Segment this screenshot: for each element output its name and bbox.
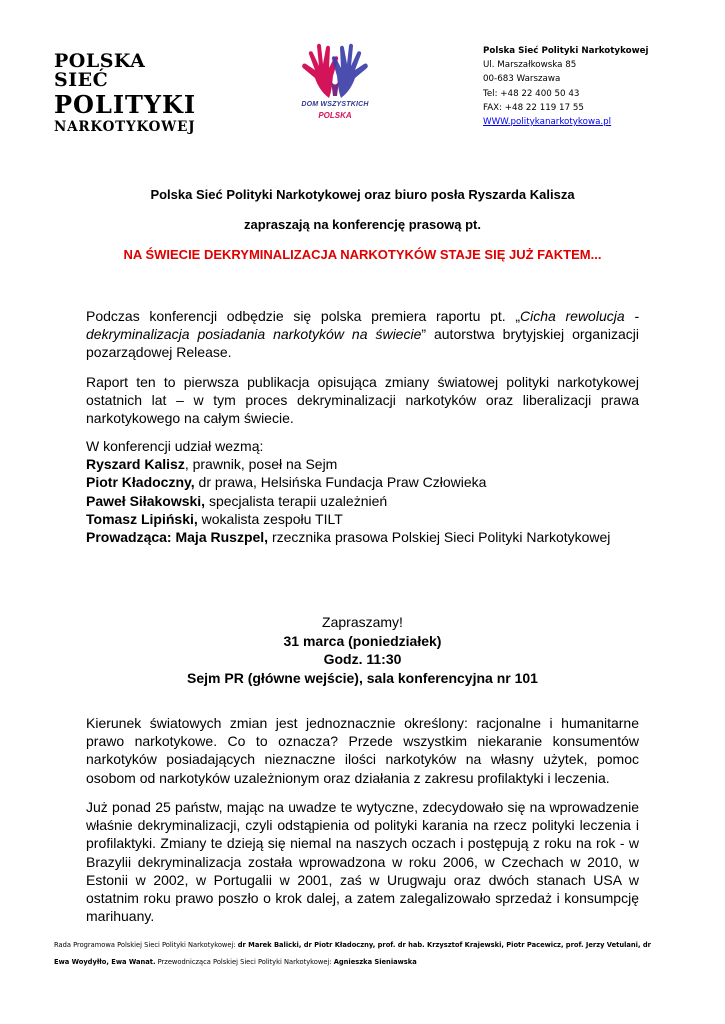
address-tel: Tel: +48 22 400 50 43	[483, 88, 580, 99]
address-org: Polska Sieć Polityki Narkotykowej	[483, 46, 649, 56]
participant-role: wokalista zespołu TILT	[197, 510, 343, 527]
event-place: Sejm PR (główne wejście), sala konferencyjna nr 101	[187, 669, 538, 686]
paragraph-report	[86, 307, 639, 362]
participant-name: Piotr Kładoczny,	[86, 474, 195, 491]
participant	[86, 510, 639, 528]
logo-line-1: POLSKA SIEĆ	[54, 50, 146, 91]
headline: NA ŚWIECIE DEKRYMINALIZACJA NARKOTYKÓW STAJE SIĘ JUŻ FAKTEM...	[123, 247, 602, 262]
logo-caption-1: DOM WSZYSTKICH	[301, 101, 369, 108]
participant-name: Paweł Siłakowski,	[86, 492, 206, 509]
chair-label: Przewodnicząca Polskiej Sieci Polityki Narkotykowej:	[155, 958, 334, 966]
council-members: dr Marek Balicki, dr Piotr Kładoczny, prof. dr hab. Krzysztof Krajewski, Piotr Pacewicz, prof. Jerzy Vetulani, dr Ewa Woydyłło, Ewa Wanat.	[54, 941, 651, 966]
invite-text: Zapraszamy!	[322, 614, 403, 630]
participant-role: specjalista terapii uzależnień	[205, 492, 388, 509]
address-city: 00-683 Warszawa	[483, 74, 561, 85]
participant	[86, 528, 639, 546]
participant-role: rzecznika prasowa Polskiej Sieci Polityki Narkotykowej	[268, 529, 611, 546]
logo-caption-2: POLSKA	[318, 111, 352, 120]
report-title: Cicha rewolucja - dekryminalizacja posiadania narkotyków na świecie	[86, 308, 639, 343]
title-line-2: zapraszają na konferencję prasową pt.	[244, 217, 481, 232]
participant-name: Prowadząca: Maja Ruszpel,	[86, 529, 269, 546]
participant-name: Ryszard Kalisz	[86, 456, 185, 473]
participant	[86, 455, 639, 473]
paragraph-direction: Kierunek światowych zmian jest jednoznacznie określony: racjonalne i humanitarne prawo narkotykowe. Co to oznacza? Przede wszystkim niekaranie konsumentów narkotyków posiadających nieznaczne ilości narkotyków na własny użytek, pomoc osobom od narkotyków uzależnionym oraz działania z zakresu profilaktyki i leczenia.	[86, 715, 639, 786]
dom-wszystkich-logo	[295, 40, 395, 122]
p1-end: ” autorstwa brytyjskiej organizacji pozarządowej Release.	[86, 326, 639, 361]
footer	[54, 937, 654, 971]
participant-role: dr prawa, Helsińska Fundacja Praw Człowieka	[194, 474, 487, 491]
participants-list	[86, 437, 639, 546]
council-label: Rada Programowa Polskiej Sieci Polityki Narkotykowej:	[54, 941, 238, 949]
logo-line-2: POLITYKI	[54, 90, 197, 119]
website-link[interactable]: WWW.politykanarkotykowa.pl	[483, 117, 612, 128]
p1-start: Podczas konferencji odbędzie się polska premiera raportu pt. „	[86, 308, 520, 324]
address-street: Ul. Marszałkowska 85	[483, 60, 577, 71]
event-time: Godz. 11:30	[323, 651, 402, 667]
event-date: 31 marca (poniedziałek)	[283, 632, 442, 649]
organization-logo	[54, 50, 197, 135]
participant	[86, 492, 639, 510]
hands-icon	[295, 40, 375, 102]
participant-name: Tomasz Lipiński,	[86, 510, 198, 527]
paragraph-countries: Już ponad 25 państw, mając na uwadze te wytyczne, zdecydowało się na wprowadzenie właśnie dekryminalizacji, czyli odstąpienia od polityki karania na rzecz polityki leczenia i profilaktyki. Zmiany te dzieją się niemal na naszych oczach i postępują z roku na rok - w Brazylii dekryminalizacja została wprowadzona w roku 2006, w Czechach w 2010, w Estonii w 2002, w Portugalii w 2001, zaś w Urugwaju oraz dwóch stanach USA w ostatnim roku prawo poszło o krok dalej, a zatem zalegalizowało sprzedaż i konsumpcję marihuany.	[86, 799, 639, 925]
participant-role: , prawnik, poseł na Sejm	[184, 456, 338, 473]
event-details	[0, 613, 725, 687]
chair-name: Agnieszka Sieniawska	[333, 958, 417, 966]
address-fax: FAX: +48 22 119 17 55	[483, 102, 584, 113]
logo-line-3: NARKOTYKOWEJ	[54, 119, 196, 135]
participant	[86, 473, 639, 491]
contact-address	[483, 44, 649, 129]
title-line-1: Polska Sieć Polityki Narkotykowej oraz biuro posła Ryszarda Kalisza	[150, 187, 575, 202]
paragraph-description: Raport ten to pierwsza publikacja opisująca zmiany światowej polityki narkotykowej ostatnich lat – w tym proces dekryminalizacji narkotyków oraz liberalizacji prawa narkotykowego na całym świecie.	[86, 374, 639, 427]
participants-intro: W konferencji udział wezmą:	[86, 438, 264, 454]
